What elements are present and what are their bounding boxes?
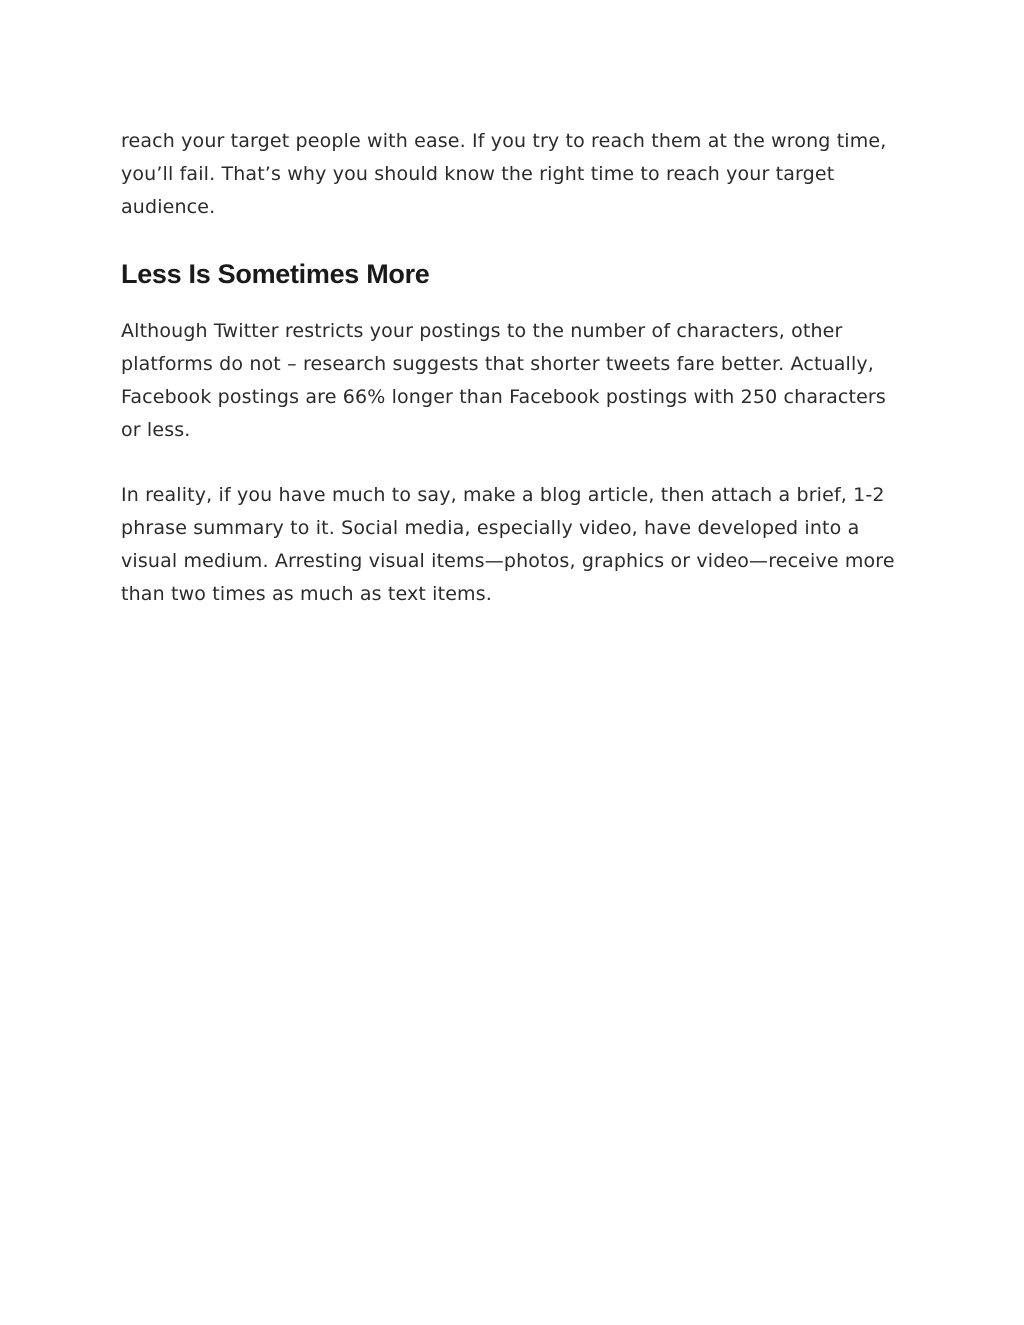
paragraph-character-limits [121, 315, 911, 447]
text-line: audience. [121, 196, 216, 218]
text-line: you’ll fail. That’s why you should know the right time to reach your target [121, 163, 835, 185]
text-line: than two times as much as text items. [121, 583, 492, 605]
article-body [121, 125, 911, 611]
text-line: reach your target people with ease. If you try to reach them at the wrong time, [121, 130, 887, 152]
text-line: visual medium. Arresting visual items—photos, graphics or video—receive more [121, 550, 895, 572]
paragraph-visual-medium [121, 479, 911, 611]
text-line: In reality, if you have much to say, make a blog article, then attach a brief, 1-2 [121, 484, 885, 506]
text-line: or less. [121, 419, 191, 441]
text-line: phrase summary to it. Social media, especially video, have developed into a [121, 517, 860, 539]
text-line: Although Twitter restricts your postings to the number of characters, other [121, 320, 843, 342]
text-line: Facebook postings are 66% longer than Facebook postings with 250 characters [121, 386, 886, 408]
text-line: platforms do not – research suggests that shorter tweets fare better. Actually, [121, 353, 874, 375]
intro-paragraph [121, 125, 911, 224]
section-heading: Less Is Sometimes More [121, 259, 430, 289]
